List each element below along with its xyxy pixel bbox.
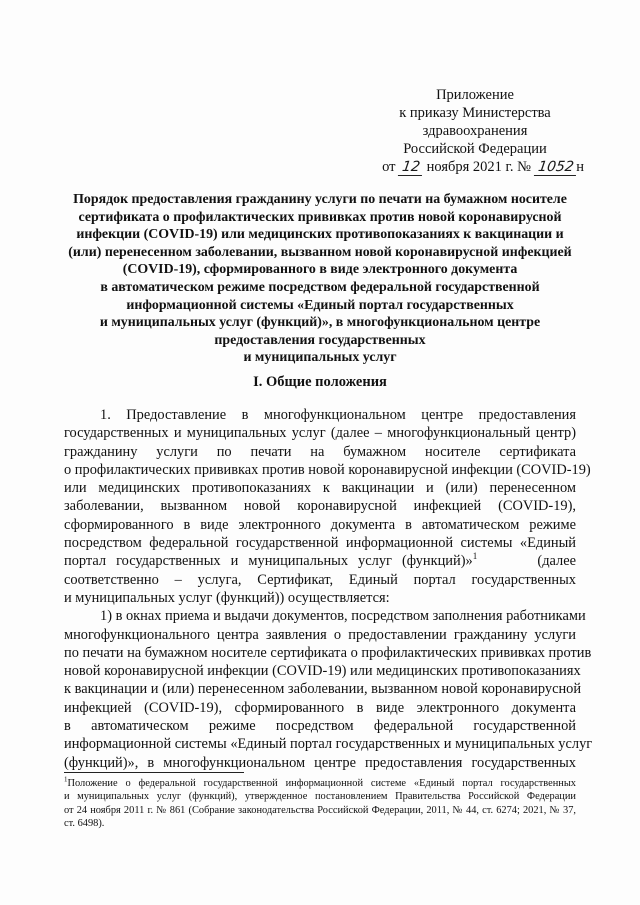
title-line: (COVID-19), сформированного в виде электронного документа — [122, 262, 518, 278]
body-line: инфекцией (COVID-19), сформированного в виде электронного документа — [64, 699, 576, 716]
title-line: Порядок предоставления гражданину услуги по печати на бумажном носителе — [73, 192, 567, 207]
body-line: многофункционального центра заявления о предоставлении гражданину услуги — [64, 626, 576, 643]
title-line: и муниципальных услуг — [243, 350, 397, 366]
body-line: о профилактических прививках против новой коронавирусной инфекции (COVID-19) — [64, 461, 591, 478]
body-line: информационной системы «Единый портал государственных и муниципальных услуг — [64, 736, 593, 753]
body-line: 1) в окнах приема и выдачи документов, посредством заполнения работниками — [100, 608, 586, 625]
body-line-with-footnote — [64, 552, 576, 570]
body-line: заболевании, вызванном новой коронавирусной инфекцией (COVID-19), — [64, 498, 576, 515]
footnote — [64, 777, 576, 831]
body-line: гражданину услуги по печати на бумажном носителе сертификата — [64, 443, 576, 460]
body-line: по печати на бумажном носителе сертификата о профилактических прививках против — [64, 644, 592, 661]
body-line: 1. Предоставление в многофункциональном центре предоставления — [100, 407, 576, 423]
body-line-tail: (далее — [537, 553, 576, 570]
appendix-line: здравоохранения — [422, 123, 528, 139]
title-line: (или) перенесенном заболевании, вызванном новой коронавирусной инфекцией — [68, 244, 572, 260]
title-line: сертификата о профилактических прививках против новой коронавирусной — [78, 209, 562, 225]
appendix-line: к приказу Министерства — [399, 105, 551, 121]
body-text — [64, 406, 593, 772]
body-line: государственных и муниципальных услуг (далее – многофункциональный центр) — [64, 425, 576, 442]
date-month-year: ноября 2021 г. № — [426, 159, 531, 175]
title-line: инфекции (COVID-19) или медицинских противопоказаниях к вакцинации и — [76, 227, 564, 243]
title-line: в автоматическом режиме посредством федеральной государственной — [100, 279, 540, 295]
footnote-marker: 1 — [64, 775, 68, 784]
title-line: информационной системы «Единый портал государственных — [126, 297, 514, 313]
footnote-line: от 24 ноября 2011 г. № 861 (Собрание законодательства Российской Федерации, 2011, № 44, ст. 6274; 2021, № 37, — [64, 804, 576, 816]
handwritten-day: 12 — [398, 160, 424, 176]
appendix-line: Российской Федерации — [403, 141, 547, 157]
footnote-reference: 1 — [472, 551, 478, 562]
appendix-line: Приложение — [436, 87, 514, 103]
body-line: и муниципальных услуг (функций)) осуществляется: — [64, 589, 390, 606]
date-prefix: от — [382, 159, 396, 175]
body-line: к вакцинации и (или) перенесенном заболевании, вызванном новой коронавирусной — [64, 681, 582, 698]
body-line-text: портал государственных и муниципальных услуг (функций)» — [64, 553, 473, 570]
body-line: посредством федеральной государственной информационной системы «Единый — [64, 535, 576, 552]
title-line: предоставления государственных — [214, 332, 426, 348]
handwritten-order-number: 1052 — [533, 160, 577, 176]
appendix-block — [360, 86, 590, 176]
section-heading: I. Общие положения — [253, 374, 387, 390]
body-line: сформированного в виде электронного документа в автоматическом режиме — [64, 516, 576, 533]
body-line: или медицинских противопоказаниях к вакцинации и (или) перенесенном — [64, 480, 576, 497]
body-line: в автоматическом режиме посредством федеральной государственной — [64, 718, 576, 735]
footnote-line: и муниципальных услуг (функций), утвержденное постановлением Правительства Российской Федерации — [64, 791, 576, 803]
order-date-line — [360, 158, 590, 176]
footnote-line-text: Положение о федеральной государственной информационной системе «Единый портал государственных — [67, 778, 576, 789]
footnote-line: ст. 6498). — [64, 818, 105, 830]
body-line: соответственно – услуга, Сертификат, Единый портал государственных — [64, 571, 576, 588]
body-line: новой коронавирусной инфекции (COVID-19) или медицинских противопоказаниях — [64, 663, 581, 680]
order-number-suffix: н — [576, 159, 584, 175]
document-title — [52, 191, 588, 367]
footnote-divider — [64, 772, 244, 773]
body-line: (функций)», в многофункциональном центре предоставления государственных — [64, 754, 576, 771]
footnote-line — [64, 777, 576, 790]
title-line: и муниципальных услуг (функций)», в многофункциональном центре — [99, 315, 541, 331]
